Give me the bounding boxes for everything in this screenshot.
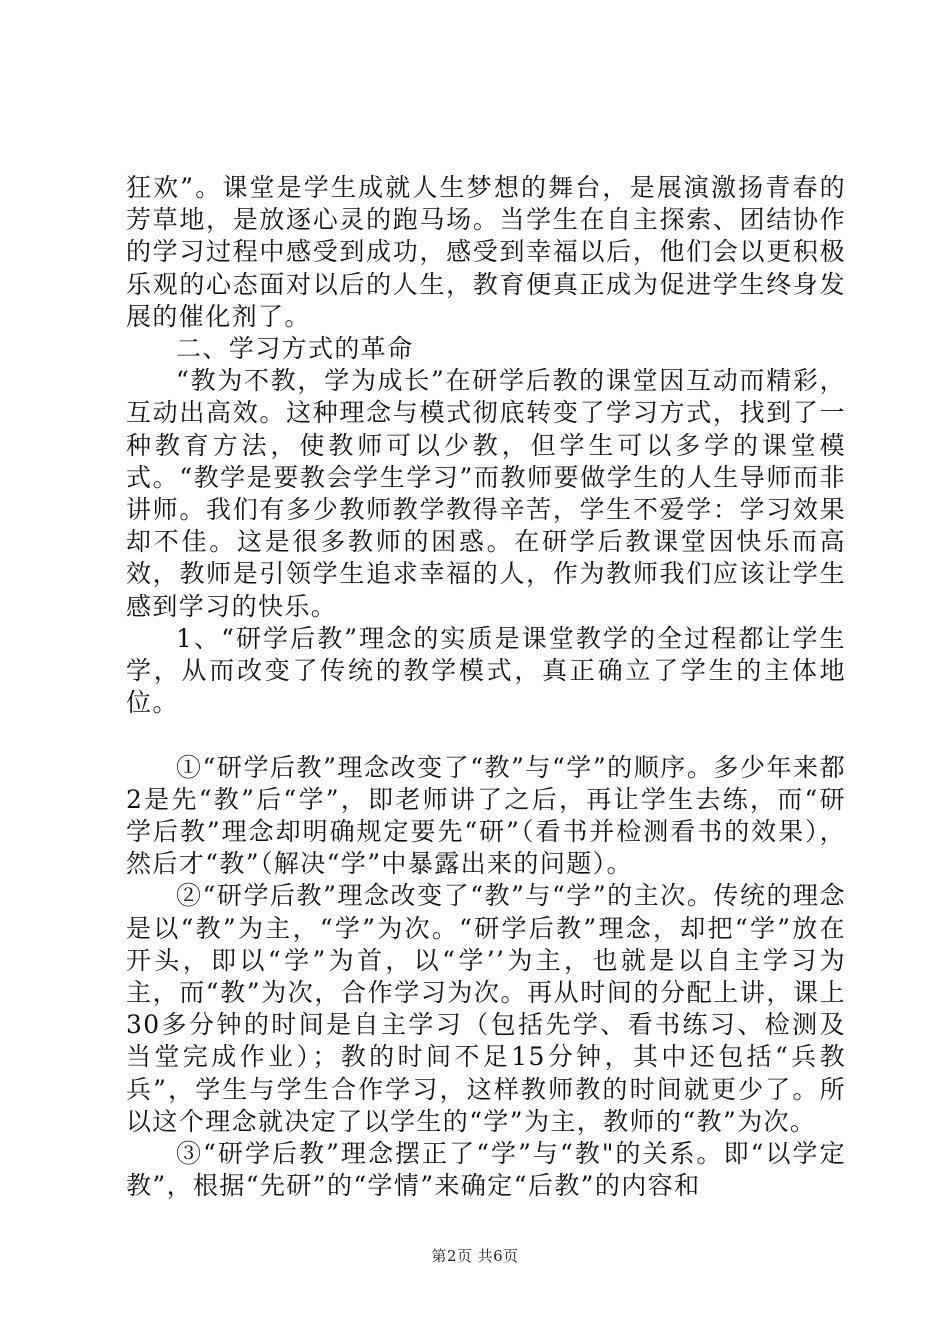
document-body (126, 172, 846, 1202)
paragraph-point-1: 1、“研学后教”理念的实质是课堂教学的全过程都让学生学，从而改变了传统的教学模式，真正确立了学生的主体地位。 (126, 623, 846, 718)
blank-line (126, 719, 846, 751)
paragraph-continuation: 狂欢”。课堂是学生成就人生梦想的舞台，是展演激扬青春的芳草地，是放逐心灵的跑马场。当学生在自主探索、团结协作的学习过程中感受到成功，感受到幸福以后，他们会以更积极乐观的心态面对以后的人生，教育便真正成为促进学生终身发展的催化剂了。 (126, 173, 846, 331)
paragraph-learning-revolution: “教为不教，学为成长”在研学后教的课堂因互动而精彩，互动出高效。这种理念与模式彻底转变了学习方式，找到了一种教育方法，使教师可以少教，但学生可以多学的课堂模式。“教学是要教会学生学习”而教师要做学生的人生导师而非讲师。我们有多少教师教学教得辛苦，学生不爱学：学习效果却不佳。这是很多教师的困惑。在研学后教课堂因快乐而高效，教师是引领学生追求幸福的人，作为教师我们应该让学生感到学习的快乐。 (126, 366, 846, 621)
paragraph-subpoint-2: ②“研学后教”理念改变了“教”与“学”的主次。传统的理念是以“教”为主，“学”为次。“研学后教”理念，却把“学”放在开头，即以“学”为首，以“学’’为主，也就是以自主学习为主，而“教”为次，合作学习为次。再从时间的分配上讲，课上30多分钟的时间是自主学习（包括先学、看书练习、检测及当堂完成作业）；教的时间不足15分钟，其中还包括“兵教兵”，学生与学生合作学习，这样教师教的时间就更少了。所以这个理念就决定了以学生的“学”为主，教师的“教”为次。 (126, 881, 846, 1136)
paragraph-subpoint-3: ③“研学后教”理念摆正了“学”与“教"的关系。即“以学定教”，根据“先研”的“学情”来确定“后教”的内容和 (126, 1139, 846, 1201)
paragraph-subpoint-1: ①“研学后教”理念改变了“教”与“学”的顺序。多少年来都2是先“教”后“学”，即老师讲了之后，再让学生去练，而“研学后教”理念却明确规定要先“研”（看书并检测看书的效果），然后才“教”（解决“学”中暴露出来的问题）。 (126, 752, 846, 879)
section-heading: 二、学习方式的革命 (176, 334, 414, 364)
page-number: 第2页 共6页 (431, 1247, 519, 1265)
